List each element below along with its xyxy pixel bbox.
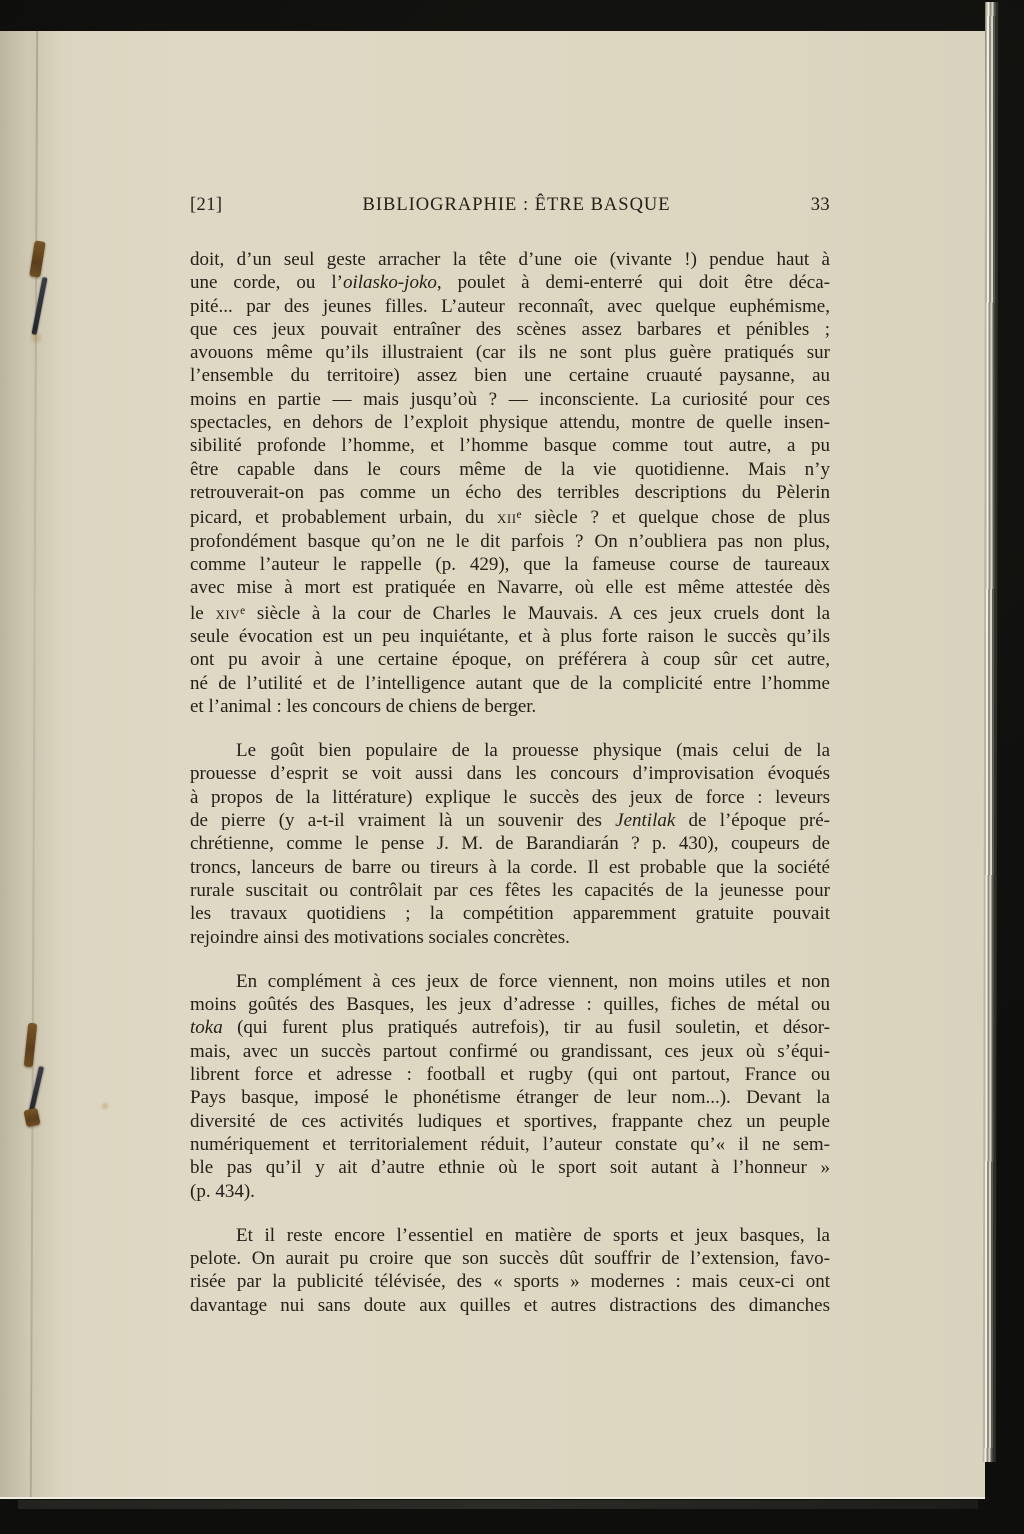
ordinal-superscript: e [240,604,246,617]
text-line [190,739,830,762]
text-segment: né de l’utilité et de l’intelligence autant que de la complicité entre l’homme [190,672,830,694]
text-line [190,481,830,504]
text-segment: picard, et probablement urbain, du [190,507,497,529]
text-segment: troncs, lanceurs de barre ou tireurs à la corde. Il est probable que la société [190,856,830,878]
text-segment: à propos de la littérature) explique le succès des jeux de force : leveurs [190,786,830,808]
text-segment: seule évocation est un peu inquiétante, et à plus forte raison le succès qu’ils [190,626,830,647]
text-segment: profondément basque qu’on ne le dit parfois ? On n’oubliera pas non plus, [190,530,830,552]
text-segment: l’ensemble du territoire) assez bien une certaine cruauté paysanne, au [190,365,830,387]
roman-numeral: xiv [215,602,241,624]
italic-term: toka [190,1017,223,1039]
text-line [190,856,830,879]
text-segment: davantage nui sans doute aux quilles et autres distractions des dimanches [190,1294,830,1316]
text-segment: le [190,602,216,624]
paragraph [190,739,830,949]
text-segment: , poulet à demi-enterré qui doit être déca- [436,272,830,294]
running-head [190,195,830,216]
text-line [190,318,830,341]
text-line [190,1247,830,1270]
text-segment: pité... par des jeunes filles. L’auteur reconnaît, avec quelque euphémisme, [190,295,830,317]
text-segment: prouesse d’esprit se voit aussi dans les concours d’improvisation évoqués [190,763,830,785]
text-line [190,576,830,599]
text-block [190,195,830,1317]
text-segment: sibilité profonde l’homme, et l’homme basque comme tout autre, a pu [190,435,830,457]
text-segment: doit, d’un seul geste arracher la tête d’une oie (vivante !) pendue haut à [190,249,830,270]
page-body [190,248,830,1317]
text-segment: que ces jeux pouvait entraîner des scènes assez barbares et pénibles ; [190,318,830,340]
text-segment: avouons même qu’ils illustraient (car ils ne sont plus guère pratiqués sur [190,342,830,364]
text-segment: diversité de ces activités ludiques et sportives, frappante chez un peuple [190,1110,830,1132]
text-line [190,388,830,411]
paragraph [190,248,830,718]
text-segment: moins goûtés des Basques, les jeux d’adresse : quilles, fiches de métal ou [190,994,830,1016]
ordinal-superscript: e [516,509,522,522]
text-line [190,648,830,671]
text-line [190,1180,830,1203]
text-line [190,809,830,832]
text-segment: ont pu avoir à une certaine époque, on préférera à coup sûr cet autre, [190,649,830,671]
text-line [190,1270,830,1293]
text-line [190,1016,830,1039]
text-segment: être capable dans le cours même de la vie quotidienne. Mais n’y [190,458,830,480]
text-segment: avec mise à mort est pratiquée en Navarre, où elle est même attestée dès [190,577,830,599]
italic-term: Jentilak [615,810,676,832]
text-segment: (qui furent plus pratiqués autrefois), tir au fusil souletin, et désor- [222,1017,830,1039]
text-segment: retrouverait-on pas comme un écho des terribles descriptions du Pèlerin [190,481,830,503]
paper-stain [28,331,44,345]
text-line [190,762,830,785]
text-line [190,1040,830,1063]
text-segment: pelote. On aurait pu croire que son succès dût souffrir de l’extension, favo- [190,1248,830,1270]
text-line [190,434,830,457]
book-page [0,31,985,1497]
text-line [190,832,830,855]
page-stack-edge [983,2,999,1462]
text-line [190,1133,830,1156]
text-segment: Et il reste encore l’essentiel en matière de sports et jeux basques, la [236,1224,830,1246]
text-segment: numériquement et territorialement réduit, l’auteur constate qu’« il ne sem- [190,1133,830,1155]
text-line [190,271,830,294]
text-line [190,993,830,1016]
text-line [190,530,830,553]
text-line [190,504,830,529]
text-segment: siècle à la cour de Charles le Mauvais. A ces jeux cruels dont la [245,602,831,624]
text-line [190,553,830,576]
text-line [190,1294,830,1317]
text-segment: spectacles, en dehors de l’exploit physique attendu, montre de quelle insen- [190,412,830,434]
text-line [190,902,830,925]
text-segment: comme l’auteur le rappelle (p. 429), que la fameuse course de taureaux [190,553,830,575]
text-line [190,1156,830,1179]
text-line [190,1086,830,1109]
text-segment: ble pas qu’il y ait d’autre ethnie où le sport soit autant à l’honneur » [190,1157,830,1179]
text-line [190,600,830,625]
text-line [190,970,830,993]
text-line [190,625,830,648]
page-number: 33 [810,195,830,215]
text-segment: Le goût bien populaire de la prouesse physique (mais celui de la [236,740,830,762]
text-line [190,879,830,902]
paper-stain [100,1101,110,1111]
text-line [190,695,830,718]
running-title: BIBLIOGRAPHIE : ÊTRE BASQUE [362,195,671,215]
text-line [190,295,830,318]
text-segment: librent force et adresse : football et rugby (qui ont partout, France ou [190,1064,830,1086]
roman-numeral: xii [496,507,517,529]
text-line [190,1224,830,1247]
text-line [190,458,830,481]
paragraph [190,1224,830,1317]
text-segment: les travaux quotidiens ; la compétition apparemment gratuite pouvait [190,903,830,925]
text-line [190,672,830,695]
text-line [190,1063,830,1086]
book-block-bottom-edge [18,1500,978,1509]
text-segment: mais, avec un succès partout confirmé ou grandissant, ces jeux où s’équi- [190,1040,830,1062]
text-line [190,926,830,949]
text-segment: rurale suscitait ou contrôlait par ces fêtes les capacités de la jeunesse pour [190,879,830,901]
text-line [190,1110,830,1133]
article-marker: [21] [190,195,223,215]
text-segment: siècle ? et quelque chose de plus [521,507,830,529]
text-segment: risée par la publicité télévisée, des « sports » modernes : mais ceux-ci ont [190,1271,830,1293]
italic-term: oilasko-joko [342,272,437,294]
text-line [190,248,830,271]
text-line [190,364,830,387]
text-line [190,341,830,364]
text-segment: En complément à ces jeux de force viennent, non moins utiles et non [236,970,830,992]
text-line [190,411,830,434]
text-segment: et l’animal : les concours de chiens de berger. [190,695,537,717]
text-segment: une corde, ou l’ [190,272,343,294]
text-line [190,786,830,809]
text-segment: de pierre (y a-t-il vraiment là un souvenir des [190,810,616,832]
text-segment: (p. 434). [190,1180,255,1202]
text-segment: rejoindre ainsi des motivations sociales concrètes. [190,926,570,948]
text-segment: Pays basque, imposé le phonétisme étranger de leur nom...). Devant la [190,1087,830,1109]
paragraph [190,970,830,1203]
text-segment: chrétienne, comme le pense J. M. de Barandiarán ? p. 430), coupeurs de [190,833,830,855]
text-segment: de l’époque pré- [675,810,830,832]
text-segment: moins en partie — mais jusqu’où ? — inconsciente. La curiosité pour ces [190,388,830,410]
